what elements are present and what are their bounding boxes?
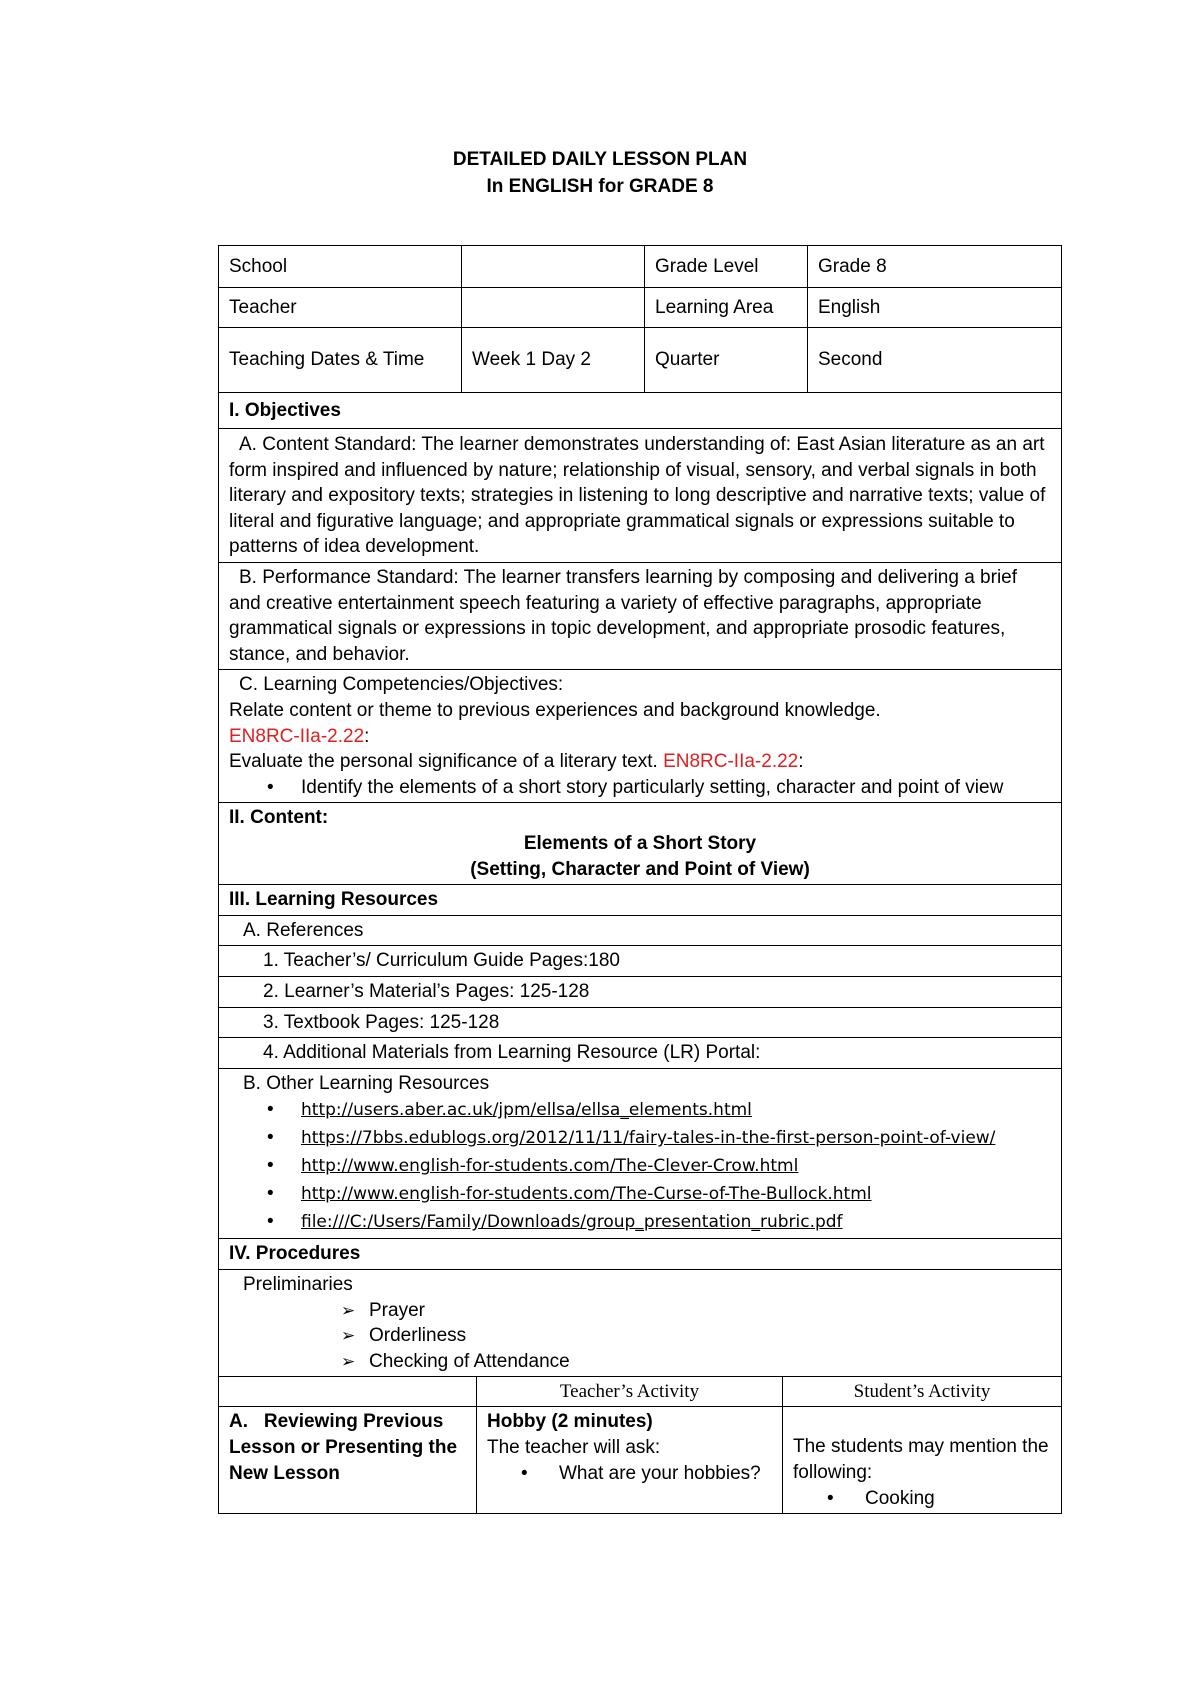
preliminaries-item (229, 1349, 1051, 1375)
teacher-activity-cell (477, 1407, 783, 1514)
resource-link[interactable]: http://www.english-for-students.com/The-Clever-Crow.html (301, 1156, 799, 1177)
resources-heading: III. Learning Resources (219, 885, 1062, 916)
step-a-cell (219, 1407, 477, 1514)
competency-2-text: Evaluate the personal significance of a literary text. (229, 751, 664, 773)
resource-link[interactable]: http://users.aber.ac.uk/jpm/ellsa/ellsa_elements.html (301, 1100, 752, 1121)
competencies-heading: C. Learning Competencies/Objectives: (239, 674, 564, 696)
performance-standard-text: B. Performance Standard: The learner transfers learning by composing and delivering a brief and creative entertainment speech featuring a variety of effective paragraphs, appropriate grammatical signals or expressions in topic development, and appropriate prosodic features, stance, and behavior. (229, 567, 1018, 665)
competency-2-colon: : (798, 751, 804, 773)
info-table (218, 245, 1062, 393)
teacher-questions (487, 1461, 772, 1487)
content-section (219, 803, 1062, 885)
preliminaries-list (229, 1298, 1051, 1375)
preliminaries-item (229, 1323, 1051, 1349)
arrow-bullet-icon: ➢ (341, 1351, 356, 1371)
bullet-icon: • (827, 1487, 834, 1509)
quarter-value: Second (808, 328, 1062, 393)
preliminaries-item (229, 1298, 1051, 1324)
preliminaries (219, 1269, 1062, 1376)
competency-1-code: EN8RC-IIa-2.22 (229, 725, 365, 747)
preliminaries-heading: Preliminaries (243, 1273, 353, 1295)
content-topic: Elements of a Short Story (523, 833, 757, 854)
competency-1-colon: : (364, 725, 370, 747)
teacher-prompt: The teacher will ask: (487, 1437, 661, 1458)
references-heading: A. References (219, 915, 1062, 946)
resource-link-item (229, 1208, 1051, 1236)
teaching-dates-label: Teaching Dates & Time (219, 328, 462, 393)
performance-standard (219, 563, 1062, 670)
hobby-title: Hobby (2 minutes) (487, 1411, 653, 1433)
student-activity-cell (783, 1407, 1062, 1514)
step-a-letter: A. (229, 1411, 248, 1433)
resource-link-item (229, 1096, 1051, 1124)
school-value (462, 246, 645, 288)
resource-links (229, 1096, 1051, 1236)
content-standard (219, 429, 1062, 563)
resource-link-item (229, 1124, 1051, 1152)
learning-area-value: English (808, 288, 1062, 328)
competency-2-code: EN8RC-IIa-2.22 (663, 751, 799, 773)
arrow-bullet-icon: ➢ (341, 1300, 356, 1320)
preliminaries-item-text: Prayer (369, 1299, 425, 1321)
teaching-dates-value: Week 1 Day 2 (462, 328, 645, 393)
student-answer-text: Cooking (865, 1487, 935, 1509)
bullet-icon: • (267, 1183, 274, 1205)
reference-2: 2. Learner’s Material’s Pages: 125-128 (219, 976, 1062, 1007)
teacher-question-text: What are your hobbies? (559, 1462, 761, 1484)
teacher-activity-header: Teacher’s Activity (477, 1376, 783, 1407)
reference-3: 3. Textbook Pages: 125-128 (219, 1007, 1062, 1038)
grade-level-label: Grade Level (645, 246, 808, 288)
bullet-icon: • (521, 1462, 528, 1484)
reference-1: 1. Teacher’s/ Curriculum Guide Pages:180 (219, 946, 1062, 977)
procedures-heading: IV. Procedures (219, 1239, 1062, 1270)
title-line-2: In ENGLISH for GRADE 8 (486, 176, 714, 197)
activity-corner (219, 1376, 477, 1407)
school-label: School (219, 246, 462, 288)
competency-bullet-text: Identify the elements of a short story particularly setting, character and point of view (301, 776, 1004, 798)
student-answers (793, 1486, 1051, 1512)
content-subtopic: (Setting, Character and Point of View) (470, 858, 810, 880)
student-intro: The students may mention the following: (793, 1436, 1049, 1483)
grade-level-value: Grade 8 (808, 246, 1062, 288)
arrow-bullet-icon: ➢ (341, 1326, 356, 1346)
resource-link[interactable]: http://www.english-for-students.com/The-Curse-of-The-Bullock.html (301, 1184, 872, 1205)
title-line-1: DETAILED DAILY LESSON PLAN (452, 149, 748, 170)
content-heading: II. Content: (229, 807, 329, 829)
student-answer-item (793, 1486, 1051, 1512)
content-standard-text: A. Content Standard: The learner demonstrates understanding of: East Asian literature as an art form inspired and influenced by nature; relationship of visual, sensory, and verbal signals in both literary and expository texts; strategies in listening to long descriptive and narrative texts; value of literal and figurative language; and appropriate grammatical signals or expressions suitable to patterns of idea development. (229, 434, 1046, 558)
resource-link-item (229, 1180, 1051, 1208)
bullet-icon: • (267, 1211, 274, 1233)
preliminaries-item-text: Orderliness (369, 1325, 467, 1347)
other-resources (219, 1068, 1062, 1239)
bullet-icon: • (267, 776, 274, 798)
reference-4: 4. Additional Materials from Learning Resource (LR) Portal: (219, 1038, 1062, 1069)
objectives-heading: I. Objectives (219, 392, 1062, 429)
teacher-question-item (487, 1461, 772, 1487)
other-resources-heading: B. Other Learning Resources (243, 1072, 490, 1094)
step-a-title: Reviewing Previous Lesson or Presenting the New Lesson (229, 1411, 458, 1484)
student-activity-header: Student’s Activity (783, 1376, 1062, 1407)
bullet-icon: • (267, 1155, 274, 1177)
quarter-label: Quarter (645, 328, 808, 393)
objectives-table (218, 392, 1062, 1378)
competency-2 (229, 749, 1051, 775)
teacher-label: Teacher (219, 288, 462, 328)
resource-link-item (229, 1152, 1051, 1180)
document-title (0, 146, 1200, 200)
resource-link[interactable]: https://7bbs.edublogs.org/2012/11/11/fairy-tales-in-the-first-person-point-of-view/ (301, 1128, 996, 1149)
competency-1 (229, 698, 1051, 749)
resource-link[interactable]: file:///C:/Users/Family/Downloads/group_presentation_rubric.pdf (301, 1212, 843, 1233)
competency-1-text: Relate content or theme to previous experiences and background knowledge. (229, 700, 881, 722)
learning-competencies (219, 670, 1062, 803)
preliminaries-item-text: Checking of Attendance (369, 1350, 570, 1372)
bullet-icon: • (267, 1127, 274, 1149)
competency-bullets (229, 775, 1051, 801)
lesson-plan-sheet (218, 245, 1062, 1514)
activity-table (218, 1376, 1062, 1514)
teacher-value (462, 288, 645, 328)
bullet-icon: • (267, 1099, 274, 1121)
competency-bullet-item (229, 775, 1051, 801)
learning-area-label: Learning Area (645, 288, 808, 328)
